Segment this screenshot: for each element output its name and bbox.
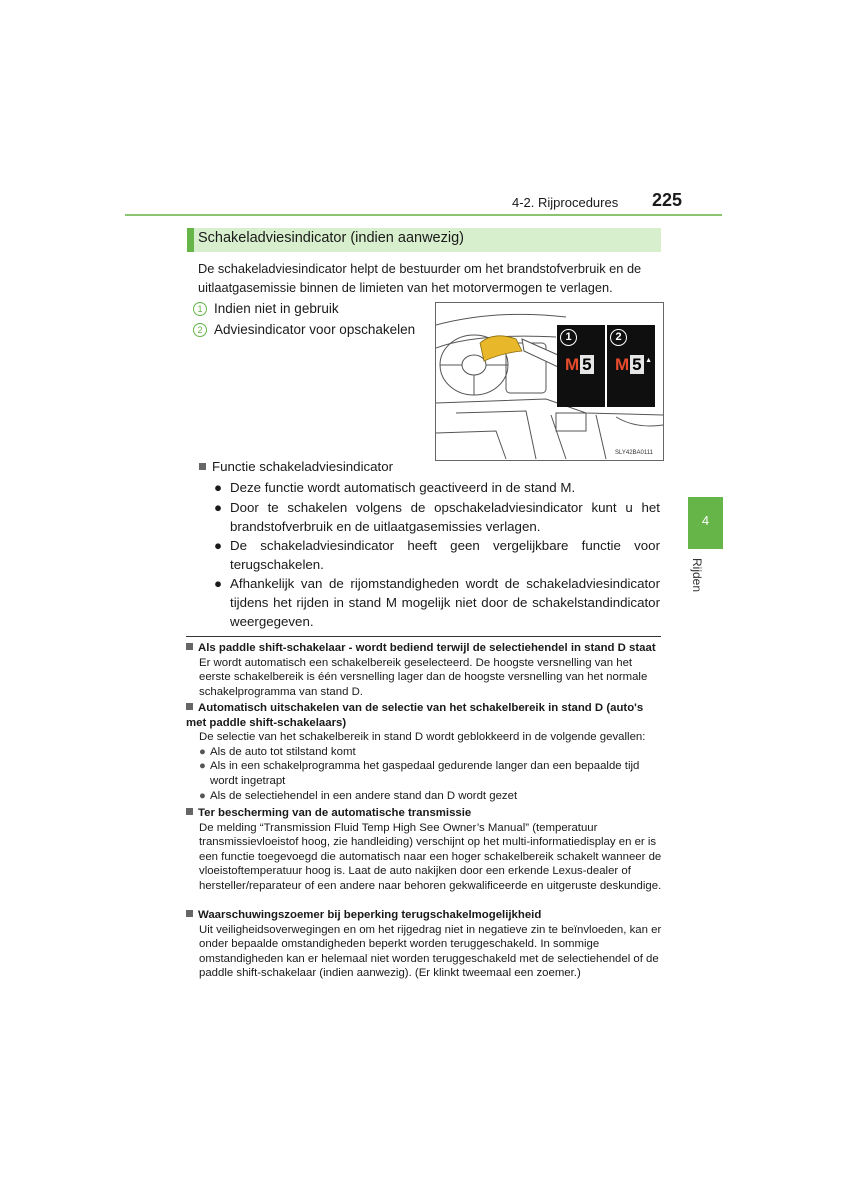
legend-label-1: Indien niet in gebruik (214, 301, 339, 316)
note-body: Uit veiligheidsoverwegingen en om het rijgedrag niet in negatieve zin te beïnvloeden, kan er onder bepaalde omstandigheden beperkt worden teruggeschakeld. In sommige omstandigheden kan er helemaal niet worden teruggeschakeld met de selectiehendel of de paddle shift-schakelaar (indien aanwezig). (Er klinkt tweemaal een zoemer.) (199, 923, 662, 980)
chapter-tab[interactable] (688, 497, 723, 549)
legend-number-1: 1 (193, 302, 207, 316)
note-body: De melding “Transmission Fluid Temp High See Owner’s Manual” (temperatuur transmissievloeistof hoog, zie handleiding) verschijnt op het multi-informatiedisplay en er is een functie toegevoegd die automatisch naar een hoger schakelbereik schakelt wanneer de vloeistoftemperatuur hoog is. Laat de auto nakijken door een erkende Lexus-dealer of hersteller/reparateur of een andere naar behoren gekwalificeerde en uitgeruste deskundige. (199, 821, 662, 892)
bullet-dot-icon: ● (214, 538, 223, 553)
gear-display-1: M 5 (565, 355, 592, 374)
function-bullet: ● Door te schakelen volgens de opschakeladviesindicator kunt u het brandstofverbruik en de uitlaatgasemissies verlagen. (214, 500, 660, 534)
square-bullet-icon (186, 808, 193, 815)
function-heading (199, 459, 393, 474)
square-bullet-icon (199, 463, 206, 470)
note-body: Er wordt automatisch een schakelbereik geselecteerd. De hoogste versnelling van het eerste schakelbereik is één versnelling lager dan de hoogste versnelling van het normale schakelprogramma van stand D. (199, 656, 648, 698)
header-divider (125, 214, 722, 216)
legend-item-1 (193, 301, 339, 316)
indicator-panel-upshift (607, 325, 655, 407)
function-bullet: ● De schakeladviesindicator heeft geen vergelijkbare functie voor terugschakelen. (214, 538, 660, 572)
figure-code: SLY42BA0111 (614, 450, 653, 456)
function-bullet: ● Deze functie wordt automatisch geactiveerd in de stand M. (214, 480, 576, 495)
bullet-dot-icon: ● (214, 480, 223, 495)
square-bullet-icon (186, 910, 193, 917)
note-title: Als paddle shift-schakelaar - wordt bediend terwijl de selectiehendel in stand D staat (198, 642, 656, 654)
note-warning-buzzer (186, 908, 662, 981)
bullet-dot-icon: ● (199, 745, 206, 758)
note-title: Automatisch uitschakelen van de selectie van het schakelbereik in stand D (auto's met paddle shift-schakelaars) (186, 702, 644, 729)
note-transmission-protection (186, 806, 662, 894)
bullet-dot-icon: ● (199, 789, 206, 802)
section-breadcrumb: 4-2. Rijprocedures (512, 195, 619, 210)
note-paddle-shift (186, 641, 662, 699)
note-title: Waarschuwingszoemer bij beperking terugschakelmogelijkheid (198, 909, 542, 921)
function-bullet: ● Afhankelijk van de rijomstandigheden wordt de schakeladviesindicator tijdens het rijden in stand M mogelijk niet door de schakelstandindicator weergegeven. (214, 576, 660, 629)
chapter-number: 4 (701, 513, 710, 528)
upshift-arrow-icon: ▲ (645, 357, 652, 364)
panel-badge-2: 2 (610, 329, 627, 346)
legend-item-2 (193, 322, 415, 337)
gear-display-2: M 5 (615, 355, 642, 374)
note-list-item: ● Als in een schakelprogramma het gaspedaal gedurende langer dan een bepaalde tijd wordt ingetrapt (199, 760, 640, 787)
note-list-item: ● Als de auto tot stilstand komt (199, 745, 356, 758)
square-bullet-icon (186, 703, 193, 710)
note-auto-cancel (186, 701, 662, 803)
section-title: Schakeladviesindicator (indien aanwezig) (187, 228, 661, 252)
indicator-panel-inactive (557, 325, 605, 407)
note-title: Ter bescherming van de automatische transmissie (198, 807, 472, 819)
legend-number-2: 2 (193, 323, 207, 337)
note-body: De selectie van het schakelbereik in stand D wordt geblokkeerd in de volgende gevallen: (199, 731, 646, 744)
dashboard-illustration (435, 302, 664, 461)
panel-badge-1: 1 (560, 329, 577, 346)
bullet-dot-icon: ● (214, 576, 223, 591)
bullet-dot-icon: ● (214, 500, 223, 515)
bullet-dot-icon: ● (199, 760, 206, 773)
square-bullet-icon (186, 643, 193, 650)
note-list-item: ● Als de selectiehendel in een andere stand dan D wordt gezet (199, 789, 518, 802)
page-number: 225 (652, 190, 683, 210)
notes-divider (186, 636, 661, 637)
function-title: Functie schakeladviesindicator (212, 459, 394, 474)
intro-paragraph: De schakeladviesindicator helpt de bestuurder om het brandstofverbruik en de uitlaatgasemissie binnen de limieten van het motorvermogen te verlagen. (198, 261, 642, 295)
legend-label-2: Adviesindicator voor opschakelen (214, 322, 416, 337)
chapter-label: Rijden (690, 558, 704, 593)
